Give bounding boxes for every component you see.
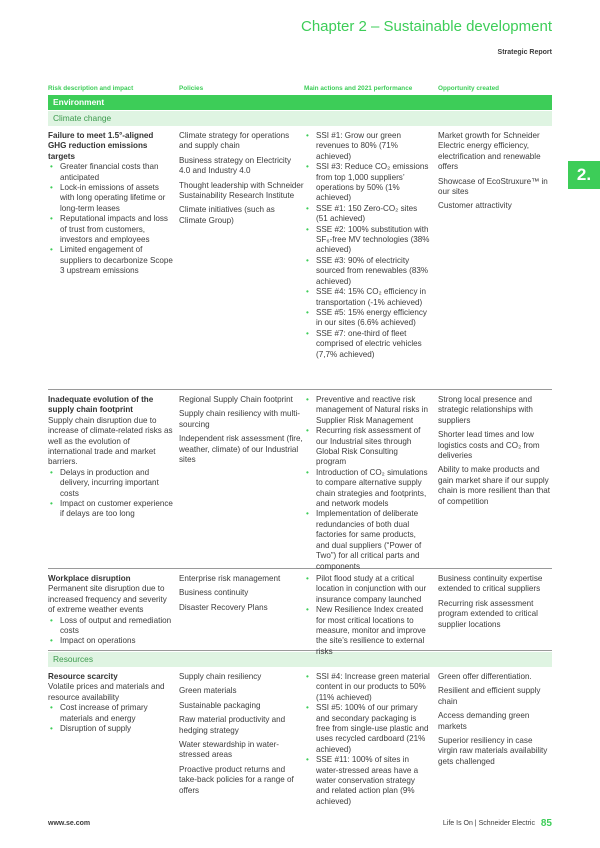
opportunity-cell (438, 672, 552, 771)
risk-cell (48, 131, 174, 277)
action-bullet: • SSE #2: 100% substitution with SF₆-free MV technologies (38% achieved) (304, 225, 430, 256)
table-row (48, 126, 552, 390)
action-bullet: • SSE #5: 15% energy efficiency in our sites (6.6% achieved) (304, 308, 430, 329)
opportunity-item: Showcase of EcoStruxure™ in our sites (438, 176, 548, 197)
policy-item: Business continuity (179, 588, 249, 598)
opportunity-item: Business continuity expertise extended to critical suppliers (438, 574, 543, 594)
policy-item: Climate strategy for operations and supply chain (179, 131, 290, 151)
risk-table (48, 84, 552, 827)
opportunity-item: Customer attractivity (438, 201, 512, 211)
action-bullet: • Recurring risk assessment of our Industrial sites through Global Risk Consulting program (304, 426, 430, 468)
action-bullet: • SSI #5: 100% of our primary and secondary packaging is free from single-use plastic and uses recycled cardboard (21% achieved) (304, 703, 430, 755)
opportunity-item: Access demanding green markets (438, 711, 530, 731)
actions-cell (304, 574, 430, 657)
action-bullet: • Preventive and reactive risk management of Natural risks in Supplier Risk Management (304, 395, 430, 426)
opportunity-item: Ability to make products and gain market share if our supply chain is more resilient than that of competition (438, 465, 551, 506)
risk-title: Workplace disruption (48, 574, 131, 583)
opportunity-item: Superior resiliency in case virgin raw materials availability gets challenged (438, 736, 548, 766)
opportunity-item: Recurring risk assessment program extended to critical supplier locations (438, 598, 538, 629)
chapter-tab[interactable]: 2. (568, 161, 600, 189)
risk-title: Failure to meet 1.5°-aligned GHG reduction emissions targets (48, 131, 154, 161)
action-bullet: • Introduction of CO₂ simulations to compare alternative supply chain strategies and footprints, and network models (304, 468, 430, 510)
action-bullet: • SSI #1: Grow our green revenues to 80% (71% achieved) (304, 131, 430, 162)
impact-bullet: • Cost increase of primary materials and energy (48, 703, 174, 724)
opportunity-cell (438, 395, 552, 511)
table-row (48, 569, 552, 656)
policy-item: Raw material productivity and hedging strategy (179, 715, 286, 735)
policy-item: Enterprise risk management (179, 574, 281, 583)
column-header-actions: Main actions and 2021 performance (304, 85, 413, 92)
policy-item: Regional Supply Chain footprint (179, 395, 293, 404)
page-number: 85 (540, 818, 552, 829)
column-header-opportunity: Opportunity created (438, 85, 500, 92)
policy-item: Supply chain resiliency with multi-sourcing (179, 409, 301, 429)
actions-cell (304, 395, 430, 572)
policies-cell (179, 131, 304, 230)
table-header (48, 84, 552, 95)
action-bullet: • SSI #4: Increase green material content in our products to 50% (11% achieved) (304, 672, 430, 703)
risk-description: Supply chain disruption due to increase of climate-related risks as well as the evolution of international trade and market barriers. (48, 415, 173, 467)
table-row (48, 390, 552, 569)
risk-description: Volatile prices and materials and resource availability (48, 682, 165, 702)
action-bullet: • SSE #3: 90% of electricity sourced from renewables (83% achieved) (304, 256, 430, 287)
footer-url[interactable]: www.se.com (48, 820, 91, 827)
impact-bullet: • Delays in production and delivery, incurring important costs (48, 468, 174, 499)
impact-bullet: • Lock-in emissions of assets with long operating lifetime or long-term leases (48, 183, 174, 214)
opportunity-item: Resilient and efficient supply chain (438, 686, 541, 706)
opportunity-item: Shorter lead times and low logistics costs and CO₂ from deliveries (438, 430, 540, 461)
opportunity-item: Market growth for Schneider Electric energy efficiency, electrification and renewable offers (438, 131, 541, 172)
policy-item: Sustainable packaging (179, 700, 261, 710)
impact-bullet: • Loss of output and remediation costs (48, 616, 174, 637)
policy-item: Climate initiatives (such as Climate Group) (179, 205, 275, 225)
actions-cell (304, 672, 430, 807)
opportunity-cell (438, 131, 552, 216)
policies-cell (179, 574, 304, 617)
actions-cell (304, 131, 430, 360)
action-bullet: • New Resilience Index created for most critical locations to measure, monitor and improve the site’s resilience to external risks (304, 605, 430, 657)
policy-item: Proactive product returns and take-back policies for a range of offers (179, 764, 294, 795)
policies-cell (179, 395, 304, 469)
section-band-resources: Resources (48, 652, 552, 667)
risk-title: Inadequate evolution of the supply chain footprint (48, 395, 154, 415)
footer-tagline: Life Is On | Schneider Electric (442, 820, 535, 827)
impact-bullet: • Reputational impacts and loss of trust from customers, investors and employees (48, 214, 174, 245)
section-band-climate-change: Climate change (48, 111, 552, 126)
action-bullet: • Pilot flood study at a critical location in conjunction with our insurance company launched (304, 574, 430, 605)
policy-item: Water stewardship in water-stressed areas (179, 740, 280, 760)
impact-bullet: • Impact on customer experience if delays are too long (48, 499, 174, 520)
risk-cell (48, 395, 174, 520)
policy-item: Green materials (179, 686, 237, 696)
risk-title: Resource scarcity (48, 672, 118, 681)
policy-item: Independent risk assessment (fire, weather, climate) of our Industrial sites (179, 434, 303, 465)
impact-bullet: • Disruption of supply (48, 724, 174, 734)
opportunity-item: Green offer differentiation. (438, 672, 532, 681)
opportunity-cell (438, 574, 552, 634)
risk-cell (48, 672, 174, 734)
action-bullet: • SSI #3: Reduce CO₂ emissions from top 1,000 suppliers’ operations by 50% (1% achieved) (304, 162, 430, 204)
policy-item: Disaster Recovery Plans (179, 602, 268, 612)
column-header-risk: Risk description and impact (48, 85, 134, 92)
policies-cell (179, 672, 304, 800)
table-row (48, 667, 552, 827)
risk-description: Permanent site disruption due to increased frequency and severity of extreme weather events (48, 584, 167, 615)
section-band-environment: Environment (48, 95, 552, 110)
policy-item: Thought leadership with Schneider Sustainability Research Institute (179, 180, 304, 201)
policy-item: Business strategy on Electricity 4.0 and Industry 4.0 (179, 155, 292, 176)
opportunity-item: Strong local presence and strategic relationships with suppliers (438, 395, 533, 425)
column-header-policies: Policies (179, 85, 204, 92)
action-bullet: • SSE #7: one-third of fleet comprised of electric vehicles (7,7% achieved) (304, 329, 430, 360)
chapter-title: Chapter 2 – Sustainable development (300, 18, 552, 35)
action-bullet: • SSE #4: 15% CO₂ efficiency in transportation (-1% achieved) (304, 287, 430, 308)
policy-item: Supply chain resiliency (179, 672, 262, 681)
risk-cell (48, 574, 174, 647)
action-bullet: • Implementation of deliberate redundancies of both dual factories for same products, and dual suppliers (“Power of Two”) for all critical parts and components (304, 509, 430, 571)
action-bullet: • SSE #11: 100% of sites in water-stressed areas have a water conservation strategy and related action plan (9% achieved) (304, 755, 430, 807)
action-bullet: • SSE #1: 150 Zero-CO₂ sites (51 achieved) (304, 204, 430, 225)
impact-bullet: • Limited engagement of suppliers to decarbonize Scope 3 upstream emissions (48, 245, 174, 276)
impact-bullet: • Greater financial costs than anticipated (48, 162, 174, 183)
section-label: Strategic Report (497, 49, 552, 56)
impact-bullet: • Impact on operations (48, 636, 174, 646)
